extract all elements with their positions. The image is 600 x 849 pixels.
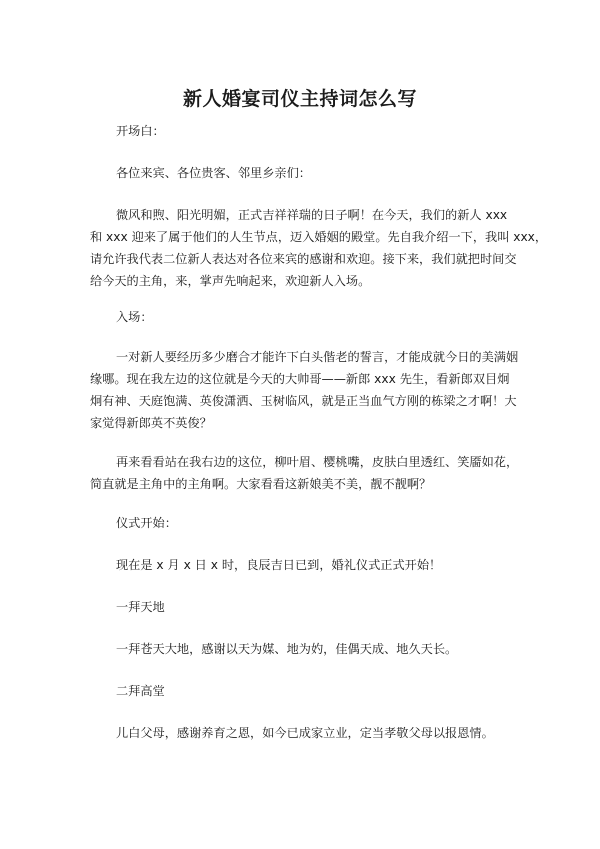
text-line: 简直就是主角中的主角啊。大家看看这新娘美不美，靓不靓啊？ xyxy=(90,477,432,491)
text-line: 一拜天地 xyxy=(116,600,165,614)
text-line: 各位来宾、各位贵客、邻里乡亲们： xyxy=(116,166,311,180)
text-line: 请允许我代表二位新人表达对各位来宾的感谢和欢迎。接下来，我们就把时间交 xyxy=(90,252,517,266)
bow1-heading xyxy=(116,596,536,618)
bow1-body-paragraph xyxy=(116,638,536,660)
text-line: 一拜苍天大地，感谢以天为媒、地为妁，佳偶天成、地久天长。 xyxy=(116,642,458,656)
text-line: 微风和煦、阳光明媚，正式吉祥祥瑞的日子啊！在今天，我们的新人 xxx xyxy=(116,208,508,222)
entrance-body-paragraph xyxy=(90,346,519,434)
bow2-body-paragraph xyxy=(116,722,536,744)
greeting-paragraph xyxy=(116,162,536,184)
text-line: 和 xxx 迎来了属于他们的人生节点，迈入婚姻的殿堂。先自我介绍一下，我叫 xxx， xyxy=(90,230,548,244)
document-title: 新人婚宴司仪主持词怎么写 xyxy=(182,88,417,110)
text-line: 一对新人要经历多少磨合才能许下白头偕老的誓言，才能成就今日的美满姻 xyxy=(116,350,519,364)
text-line: 炯有神、天庭饱满、英俊潇洒、玉树临风，就是正当血气方刚的栋梁之才啊！大 xyxy=(90,394,517,408)
text-line: 入场： xyxy=(116,310,153,324)
entrance-heading xyxy=(116,306,536,328)
bride-body-paragraph xyxy=(90,451,519,495)
text-line: 缘哪。现在我左边的这位就是今天的大帅哥——新郎 xxx 先生，看新郎双目炯 xyxy=(90,372,510,386)
text-line: 现在是 x 月 x 日 x 时，良辰吉日已到，婚礼仪式正式开始！ xyxy=(116,558,442,572)
text-line: 家觉得新郎英不英俊？ xyxy=(90,416,212,430)
ceremony-body-paragraph xyxy=(116,554,536,576)
text-line: 开场白： xyxy=(116,124,165,138)
ceremony-heading xyxy=(116,512,536,534)
text-line: 儿白父母，感谢养育之恩，如今已成家立业，定当孝敬父母以报恩情。 xyxy=(116,726,494,740)
opening-body-paragraph xyxy=(90,204,548,292)
text-line: 二拜高堂 xyxy=(116,684,165,698)
text-line: 再来看看站在我右边的这位，柳叶眉、樱桃嘴，皮肤白里透红、笑靥如花， xyxy=(116,455,519,469)
opening-heading xyxy=(116,120,536,142)
text-line: 给今天的主角，来，掌声先响起来，欢迎新人入场。 xyxy=(90,274,371,288)
text-line: 仪式开始： xyxy=(116,516,177,530)
bow2-heading xyxy=(116,680,536,702)
